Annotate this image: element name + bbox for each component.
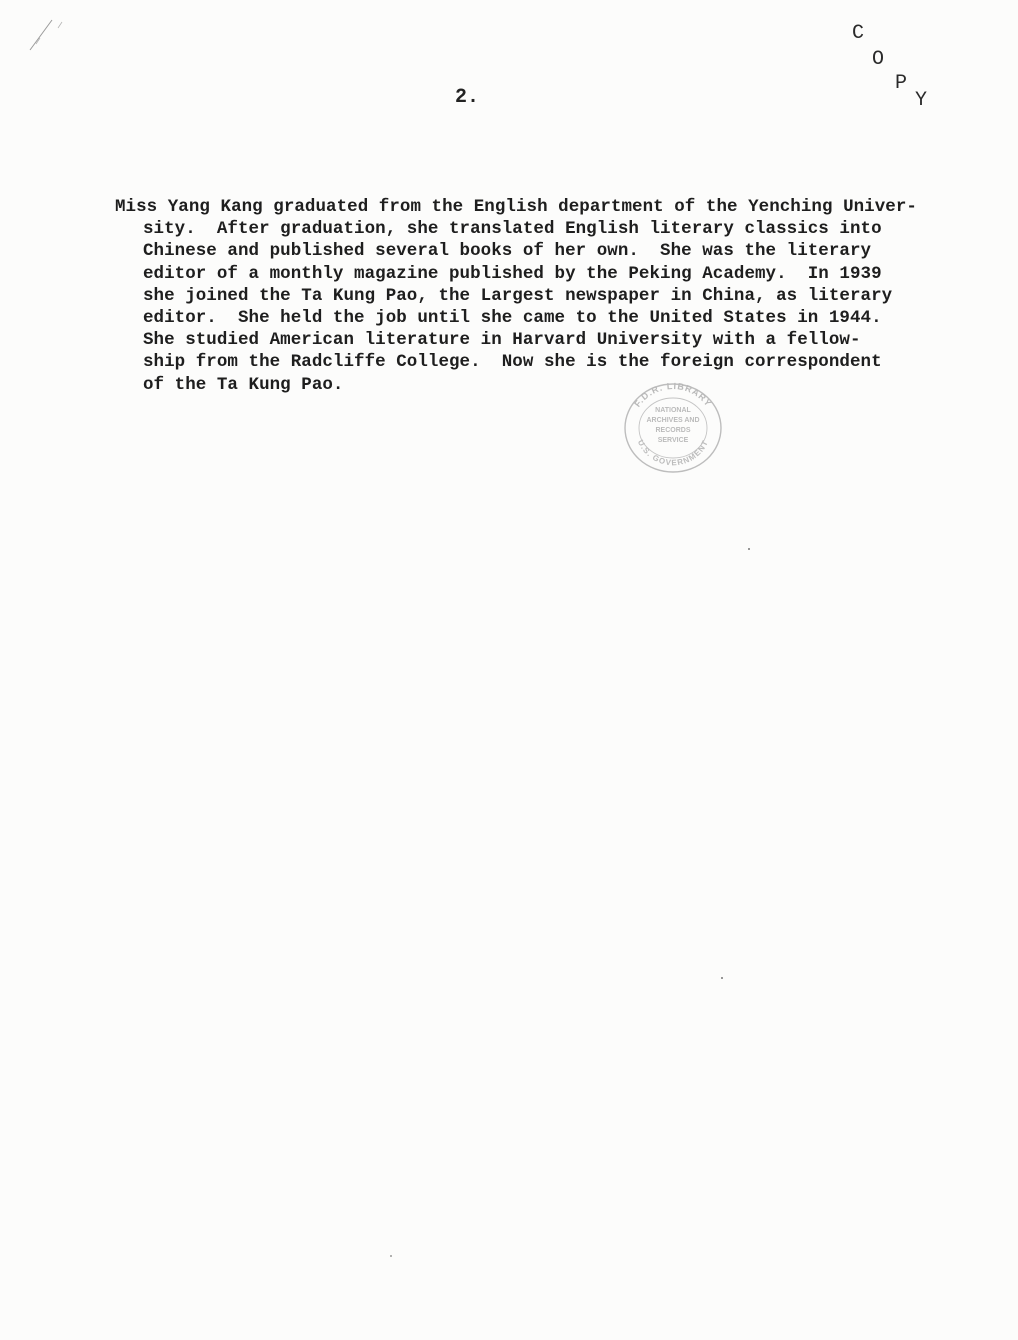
pencil-mark [22, 14, 72, 54]
biography-paragraph [115, 196, 945, 396]
copy-mark-y: Y [915, 89, 928, 112]
copy-mark-o: O [872, 48, 885, 71]
stamp-center-line: NATIONAL [655, 407, 691, 414]
paragraph-line: she joined the Ta Kung Pao, the Largest newspaper in China, as literary [143, 285, 893, 306]
paragraph-line: She studied American literature in Harvard University with a fellow- [143, 330, 861, 351]
archive-seal-stamp [614, 374, 732, 476]
paper-speck [721, 977, 723, 979]
paragraph-line: editor of a monthly magazine published by the Peking Academy. In 1939 [143, 263, 882, 284]
copy-mark-c: C [852, 22, 865, 45]
paragraph-line: of the Ta Kung Pao. [143, 374, 344, 395]
svg-text:F.D.R. LIBRARY [632, 381, 714, 409]
stamp-center-line: SERVICE [657, 437, 689, 444]
paragraph-line: editor. She held the job until she came to the United States in 1944. [143, 308, 882, 329]
paragraph-line: ship from the Radcliffe College. Now she is the foreign correspondent [143, 352, 882, 373]
stamp-bottom-text: U.S. GOVERNMENT [635, 438, 711, 468]
paper-speck [390, 1255, 392, 1257]
paragraph-line: Chinese and published several books of her own. She was the literary [143, 241, 872, 262]
stamp-center-line: ARCHIVES AND [646, 417, 700, 424]
stamp-center-line: RECORDS [655, 427, 691, 434]
paragraph-line: Miss Yang Kang graduated from the English department of the Yenching Univer- [115, 197, 917, 217]
copy-mark-p: P [895, 72, 908, 95]
page-number: 2. [455, 86, 480, 109]
paper-speck [748, 548, 750, 550]
stamp-top-text: F.D.R. LIBRARY [632, 380, 714, 409]
paragraph-line: sity. After graduation, she translated English literary classics into [143, 219, 882, 240]
